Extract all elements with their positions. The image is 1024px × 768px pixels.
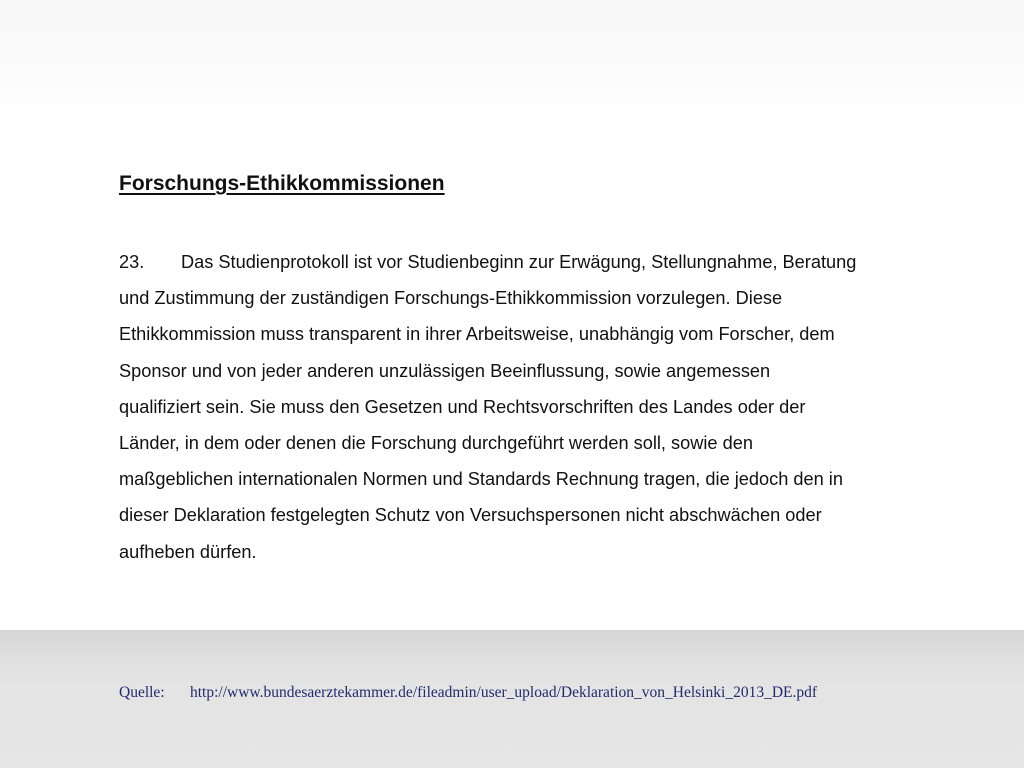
slide-heading: Forschungs-Ethikkommissionen xyxy=(119,172,445,195)
paragraph-line: dieser Deklaration festgelegten Schutz von Versuchspersonen nicht abschwächen oder xyxy=(119,505,822,526)
source-label: Quelle: xyxy=(119,684,165,701)
source-citation xyxy=(119,684,817,702)
paragraph-number: 23. xyxy=(119,252,145,272)
footer-band xyxy=(0,630,1024,768)
paragraph-line: Länder, in dem oder denen die Forschung durchgeführt werden soll, sowie den xyxy=(119,433,753,454)
paragraph-line: Sponsor und von jeder anderen unzulässigen Beeinflussung, sowie angemessen xyxy=(119,360,771,381)
paragraph-line: Ethikkommission muss transparent in ihrer Arbeitsweise, unabhängig vom Forscher, dem xyxy=(119,324,835,345)
paragraph-line: qualifiziert sein. Sie muss den Gesetzen und Rechtsvorschriften des Landes oder der xyxy=(119,396,806,417)
paragraph-line: aufheben dürfen. xyxy=(119,541,257,562)
source-url: http://www.bundesaerztekammer.de/fileadmin/user_upload/Deklaration_von_Helsinki_2013_DE.pdf xyxy=(190,684,818,701)
paragraph-line: maßgeblichen internationalen Normen und Standards Rechnung tragen, die jedoch den in xyxy=(119,469,843,490)
paragraph-line-text: Das Studienprotokoll ist vor Studienbeginn zur Erwägung, Stellungnahme, Beratung xyxy=(181,252,857,272)
slide-content xyxy=(119,168,979,570)
paragraph-line: und Zustimmung der zuständigen Forschungs-Ethikkommission vorzulegen. Diese xyxy=(119,288,783,309)
paragraph-line xyxy=(119,244,979,280)
paragraph-23 xyxy=(119,244,979,570)
